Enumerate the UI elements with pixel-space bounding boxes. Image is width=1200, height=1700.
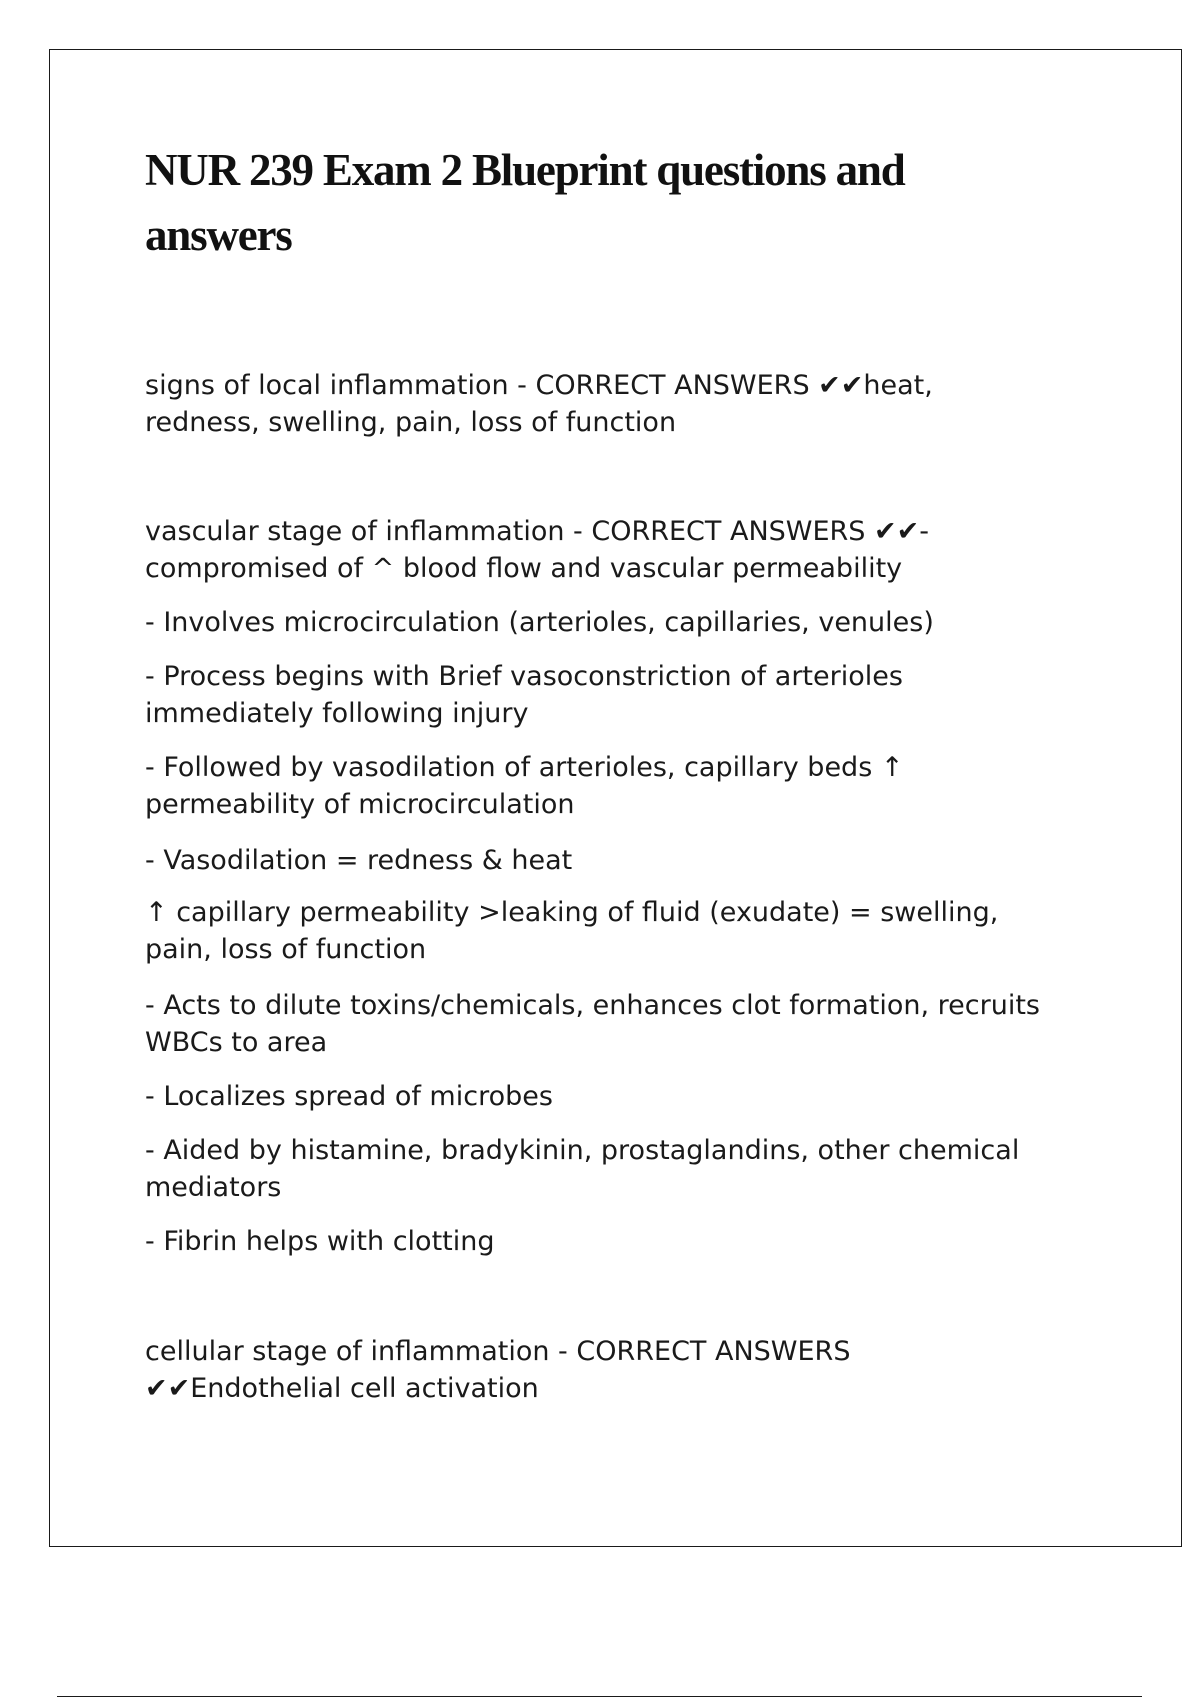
bottom-rule: [57, 1696, 1142, 1697]
document-title: NUR 239 Exam 2 Blueprint questions and answers: [145, 145, 905, 260]
qa-2-point-7: - Localizes spread of microbes: [145, 1081, 553, 1112]
qa-2-point-5: ↑ capillary permeability >leaking of fluid (exudate) = swelling, pain, loss of function: [145, 897, 999, 965]
qa-2-text: vascular stage of inflammation - CORRECT ANSWERS ✔✔- compromised of ^ blood flow and vascular permeability: [145, 516, 930, 584]
qa-2-point-2: - Process begins with Brief vasoconstriction of arterioles immediately following injury: [145, 661, 903, 729]
qa-1-text: signs of local inflammation - CORRECT ANSWERS ✔✔heat, redness, swelling, pain, loss of function: [145, 370, 933, 438]
qa-2-point-6: - Acts to dilute toxins/chemicals, enhances clot formation, recruits WBCs to area: [145, 990, 1040, 1058]
qa-2-point-4: - Vasodilation = redness & heat: [145, 845, 573, 876]
qa-2-point-1: - Involves microcirculation (arterioles, capillaries, venules): [145, 607, 934, 638]
qa-2-point-8: - Aided by histamine, bradykinin, prostaglandins, other chemical mediators: [145, 1135, 1020, 1203]
qa-3-text: cellular stage of inflammation - CORRECT ANSWERS ✔✔Endothelial cell activation: [145, 1336, 851, 1404]
qa-2-point-3: - Followed by vasodilation of arterioles, capillary beds ↑ permeability of microcirculation: [145, 752, 904, 820]
qa-2-point-9: - Fibrin helps with clotting: [145, 1226, 495, 1257]
